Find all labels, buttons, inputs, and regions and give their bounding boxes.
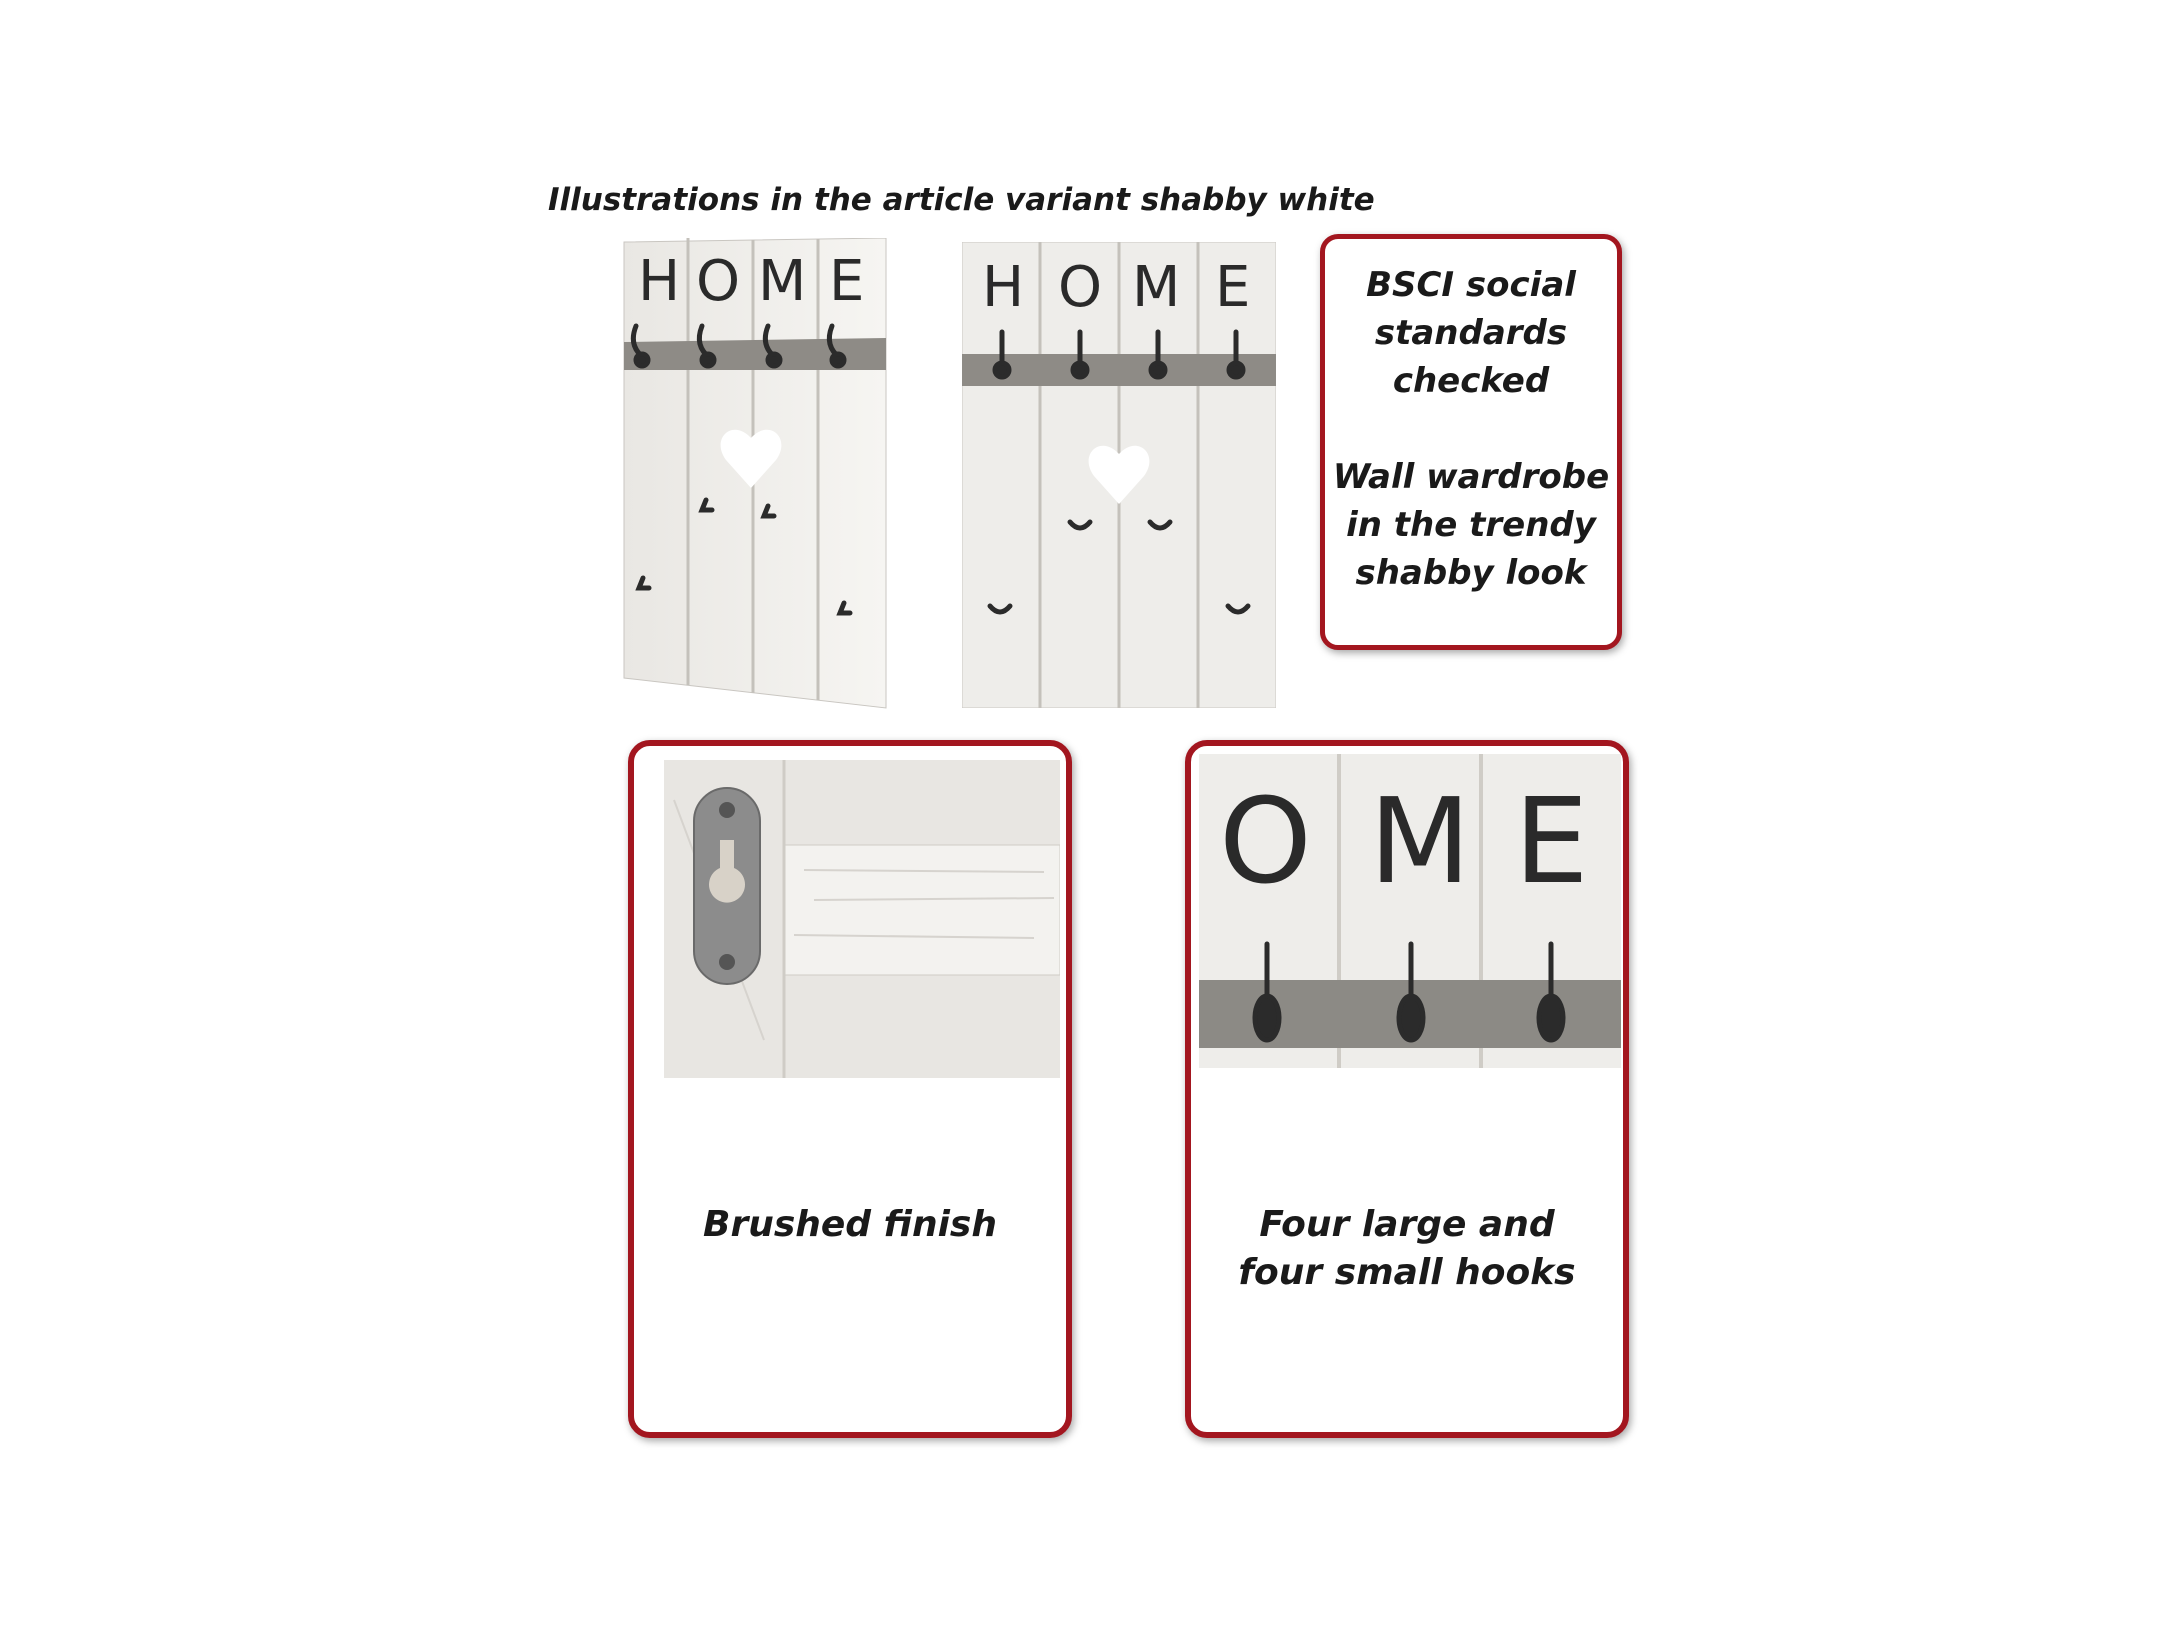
info-line: checked (1392, 361, 1550, 401)
info-line: standards (1374, 313, 1568, 353)
card-hooks (1185, 740, 1629, 1438)
info-line: in the trendy (1346, 505, 1596, 545)
sign-letter: M (1132, 255, 1181, 320)
sign-letter: H (638, 249, 681, 314)
sign-letter: E (1215, 255, 1251, 320)
caption: Illustrations in the article variant shabby white (548, 182, 1375, 218)
sign-letter: E (829, 249, 865, 314)
info-line: Wall wardrobe (1332, 457, 1610, 497)
card-brushed-finish (628, 740, 1072, 1438)
closeup-letter: M (1369, 772, 1471, 910)
info-box (1320, 234, 1622, 650)
card-right-line: Four large and (1259, 1204, 1555, 1245)
wall-mount-closeup (664, 760, 1060, 1078)
info-line: BSCI social (1366, 265, 1576, 305)
card-right-line: four small hooks (1238, 1252, 1576, 1293)
closeup-letter: O (1219, 772, 1312, 910)
card-left-text: Brushed finish (703, 1204, 997, 1245)
closeup-letter: E (1514, 772, 1589, 910)
info-line: shabby look (1355, 553, 1587, 593)
sign-letter: H (982, 255, 1025, 320)
product-image-front (962, 242, 1276, 708)
sign-letter: O (1058, 255, 1103, 320)
hooks-closeup (1199, 754, 1621, 1068)
sign-letter: O (696, 249, 741, 314)
sign-letter: M (758, 249, 807, 314)
product-image-angled (618, 238, 893, 710)
